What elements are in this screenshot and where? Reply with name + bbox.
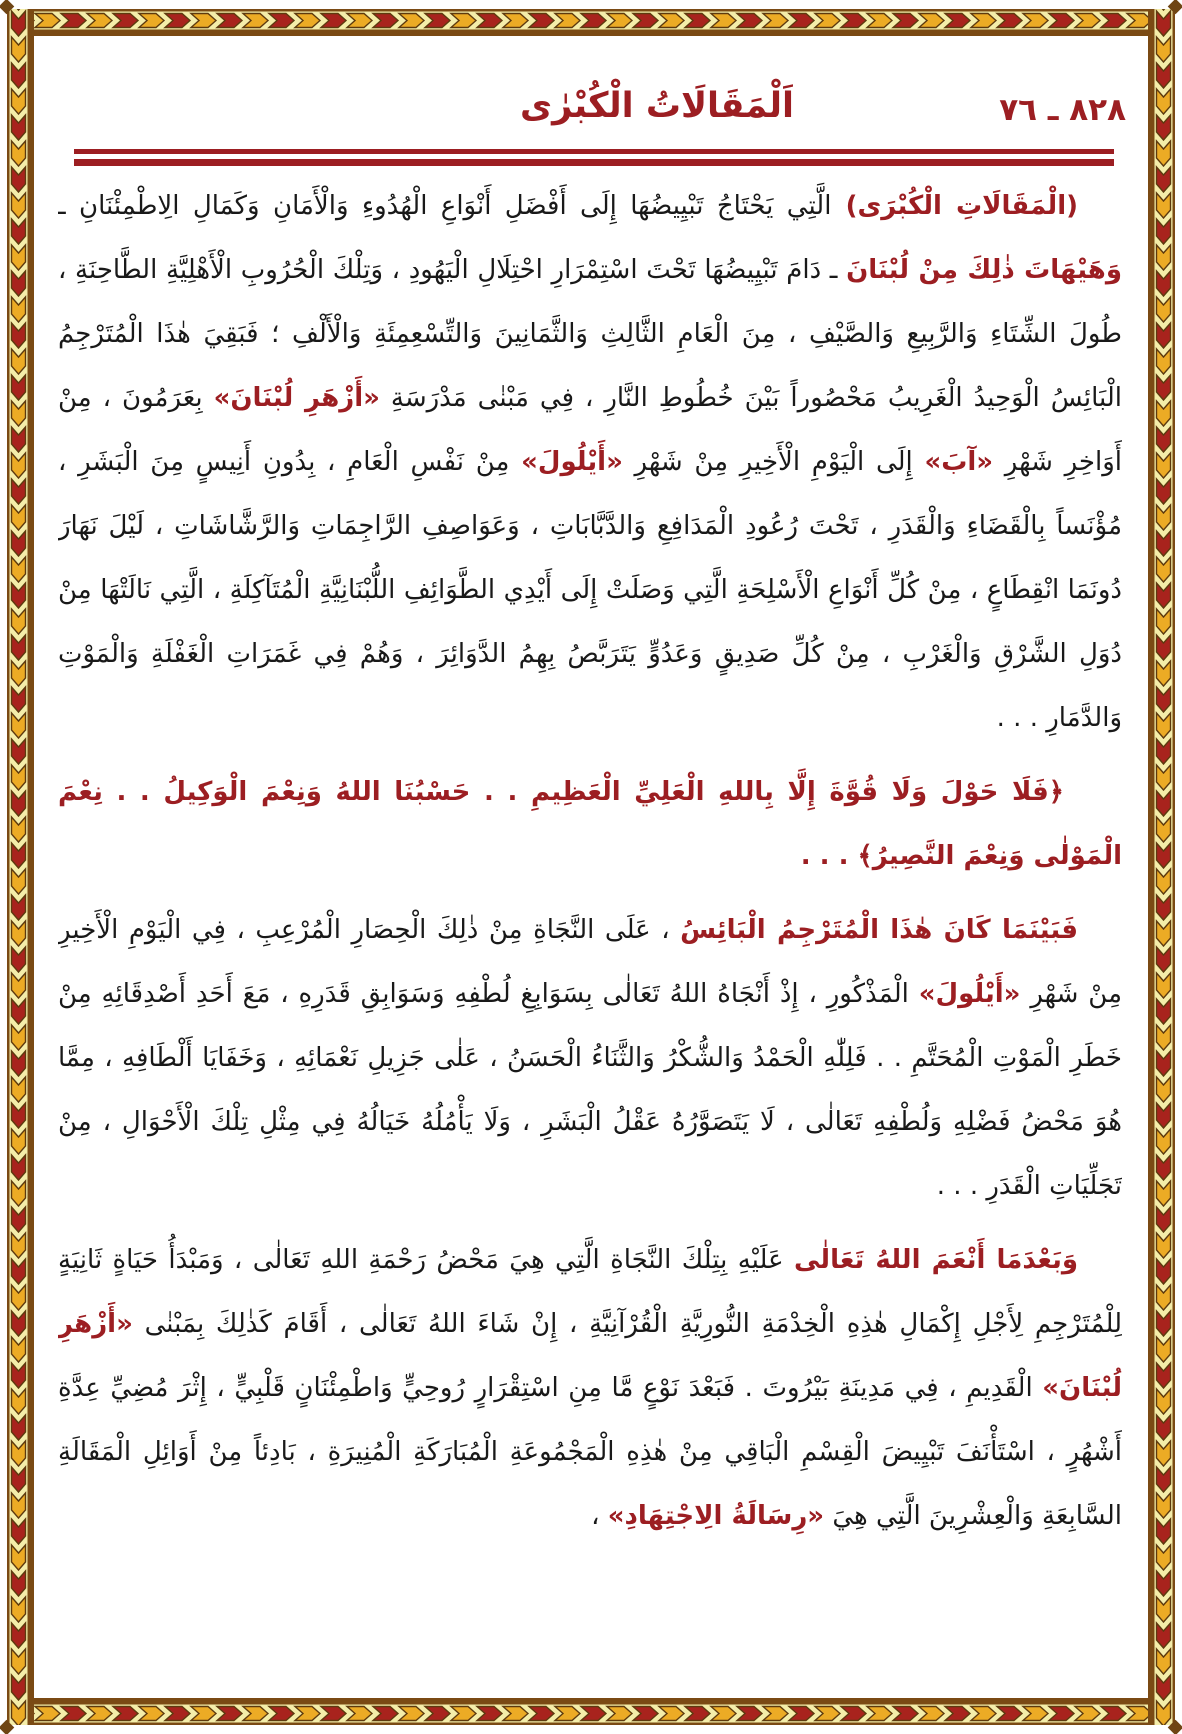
paragraph (58, 1228, 1122, 1548)
highlight-phrase: «أَزْهَرِ لُبْنَانَ» (58, 1309, 1122, 1403)
highlight-phrase: فَبَيْنَمَا كَانَ هٰذَا الْمُتَرْجِمُ الْبَائِسُ (680, 915, 1078, 945)
highlight-phrase: وَبَعْدَمَا أَنْعَمَ اللهُ تَعَالٰى (794, 1245, 1078, 1275)
highlight-phrase: «آبَ» (924, 447, 994, 477)
paragraph (58, 898, 1122, 1218)
body-text-segment: إِلَى الْيَوْمِ الْأَخِيرِ مِنْ شَهْرِ (622, 447, 925, 477)
paragraph (58, 174, 1122, 750)
body-text-segment: الْمَذْكُورِ ، إِذْ أَنْجَاهُ اللهُ تَعَالٰى بِسَوَابِغِ لُطْفِهِ وَسَوَابِقِ قَدَرِهِ ، مَعَ أَحَدِ أَصْدِقَائِهِ مِنْ خَطَرِ الْمَوْتِ الْمُحَتَّمِ . . فَلِلّٰهِ الْحَمْدُ وَالشُّكْرُ وَالثَّنَاءُ الْحَسَنُ ، عَلٰى جَزِيلِ نَعْمَائِهِ ، وَخَفَايَا أَلْطَافِهِ ، مِمَّا هُوَ مَحْضُ فَضْلِهِ وَلُطْفِهِ تَعَالٰى ، لَا يَتَصَوَّرُهُ عَقْلُ الْبَشَرِ ، وَلَا يَأْمُلُهُ خَيَالُهُ فِي مِثْلِ تِلْكَ الْأَحْوَالِ ، مِنْ تَجَلِّيَاتِ الْقَدَرِ . . . (58, 979, 1122, 1201)
body-text-segment: بِعَرَمُونَ ، مِنْ أَوَاخِرِ شَهْرِ (58, 383, 1122, 477)
body-text-segment: الْقَدِيمِ ، فِي مَدِينَةِ بَيْرُوتَ . فَبَعْدَ نَوْعٍ مَّا مِنِ اسْتِقْرَارٍ رُوحِيٍّ وَاطْمِئْنَانٍ قَلْبِيٍّ ، إِثْرَ مُضِيِّ عِدَّةِ أَشْهُرٍ ، اسْتَأْنَفَ تَبْيِيضَ الْقِسْمِ الْبَاقِي مِنْ هٰذِهِ الْمَجْمُوعَةِ الْمُبَارَكَةِ الْمُنِيرَةِ ، بَادِئاً مِنْ أَوَائِلِ الْمَقَالَةِ السَّابِعَةِ وَالْعِشْرِينَ الَّتِي هِيَ (58, 1373, 1122, 1531)
body-text-segment: ـ دَامَ تَبْيِيضُهَا تَحْتَ اسْتِمْرَارِ احْتِلَالِ الْيَهُودِ ، وَتِلْكَ الْحُرُوبِ الْأَهْلِيَّةِ الطَّاحِنَةِ ، طُولَ الشِّتَاءِ وَالرَّبِيعِ وَالصَّيْفِ ، مِنَ الْعَامِ الثَّالِثِ وَالثَّمَانِينَ وَالتِّسْعِمِئَةِ وَالْأَلْفِ ؛ فَبَقِيَ هٰذَا الْمُتَرْجِمُ الْبَائِسُ الْوَحِيدُ الْغَرِيبُ مَحْصُوراً بَيْنَ خُطُوطِ النَّارِ ، فِي مَبْنٰى مَدْرَسَةِ (58, 255, 1122, 413)
highlight-phrase: ﴿فَلَا حَوْلَ وَلَا قُوَّةَ إِلَّا بِاللهِ الْعَلِيِّ الْعَظِيمِ . . حَسْبُنَا اللهُ وَنِعْمَ الْوَكِيلُ . . نِعْمَ الْمَوْلٰى وَنِعْمَ النَّصِيرُ﴾ . . . (58, 777, 1122, 871)
body-text-segment: ، (591, 1501, 608, 1531)
highlight-phrase: «أَيْلُولَ» (521, 447, 623, 477)
header-divider-rule (74, 149, 1114, 166)
highlight-phrase: «رِسَالَةُ الِاجْتِهَادِ» (607, 1501, 825, 1531)
ornamental-border-right (1148, 9, 1175, 1725)
highlight-phrase: وَهَيْهَاتَ ذٰلِكَ مِنْ لُبْنَانَ (846, 255, 1122, 285)
body-text-segment: مِنْ نَفْسِ الْعَامِ ، بِدُونِ أَنِيسٍ مِنَ الْبَشَرِ ، مُؤْنَساً بِالْقَضَاءِ وَالْقَدَرِ ، تَحْتَ رُعُودِ الْمَدَافِعِ وَالدَّبَّابَاتِ ، وَعَوَاصِفِ الرَّاجِمَاتِ وَالرَّشَّاشَاتِ ، لَيْلَ نَهَارَ دُونَمَا انْقِطَاعٍ ، مِنْ كُلِّ أَنْوَاعِ الْأَسْلِحَةِ الَّتِي وَصَلَتْ إِلَى أَيْدِي الطَّوَائِفِ اللُّبْنَانِيَّةِ الْمُتَآكِلَةِ ، الَّتِي نَالَتْهَا مِنْ دُوَلِ الشَّرْقِ وَالْغَرْبِ ، مِنْ كُلِّ صَدِيقٍ وَعَدُوٍّ يَتَرَبَّصُ بِهِمُ الدَّوَائِرَ ، وَهُمْ فِي غَمَرَاتِ الْغَفْلَةِ وَالْمَوْتِ وَالدَّمَارِ . . . (58, 447, 1122, 733)
quote-paragraph (58, 760, 1122, 888)
highlight-phrase: (الْمَقَالَاتِ الْكُبْرَى) (831, 191, 1078, 221)
body-text-segment: الَّتِي يَحْتَاجُ تَبْيِيضُهَا إِلَى أَفْضَلِ أَنْوَاعِ الْهُدُوءِ وَالْأَمَانِ وَكَمَالِ الِاطْمِئْنَانِ ـ (58, 191, 832, 221)
body-text-segment: ، عَلَى النَّجَاةِ مِنْ ذٰلِكَ الْحِصَارِ الْمُرْعِبِ ، فِي الْيَوْمِ الْأَخِيرِ مِنْ شَهْرِ (58, 915, 1122, 1009)
ornamental-border-bottom (7, 1698, 1175, 1725)
page-number: ٨٢٨ ـ ٧٦ (999, 92, 1126, 128)
page-title: اَلْمَقَالَاتُ الْكُبْرٰى (520, 86, 794, 126)
ornamental-border-top (7, 9, 1175, 36)
body-text-segment: عَلَيْهِ بِتِلْكَ النَّجَاةِ الَّتِي هِيَ مَحْضُ رَحْمَةِ اللهِ تَعَالٰى ، وَمَبْدَأُ حَيَاةٍ ثَانِيَةٍ لِلْمُتَرْجِمِ لِأَجْلِ إِكْمَالِ هٰذِهِ الْخِدْمَةِ النُّورِيَّةِ الْقُرْآنِيَّةِ ، إِنْ شَاءَ اللهُ تَعَالٰى ، أَقَامَ كَذٰلِكَ بِمَبْنٰى (58, 1245, 1122, 1339)
body-paragraphs (58, 174, 1122, 1690)
highlight-phrase: «أَزْهَرِ لُبْنَانَ» (213, 383, 380, 413)
highlight-phrase: «أَيْلُولَ» (918, 979, 1021, 1009)
ornamental-border-left (7, 9, 34, 1725)
